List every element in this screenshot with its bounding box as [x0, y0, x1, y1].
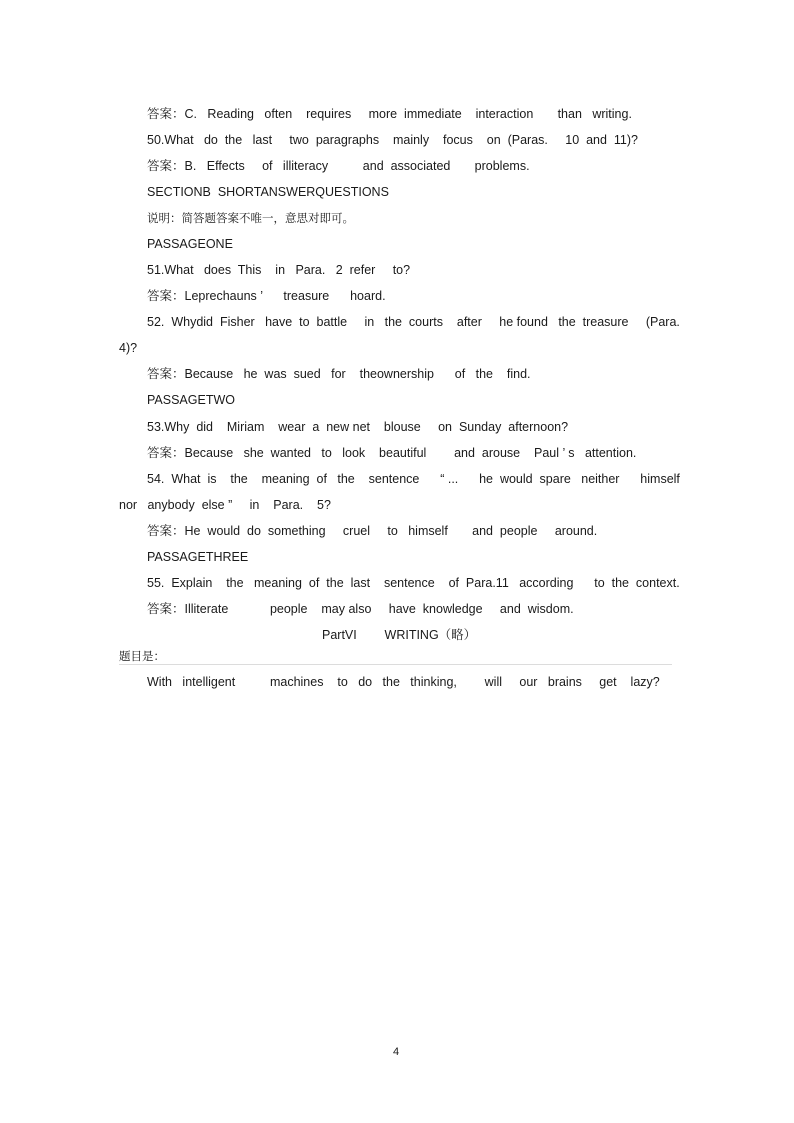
- section-b-heading: SECTIONB SHORTANSWERQUESTIONS: [147, 185, 389, 199]
- writing-topic: With intelligent machines to do the thinking, will our brains get lazy?: [147, 675, 660, 689]
- answer-49: 答案：C. Reading often requires more immediate interaction than writing.: [147, 107, 632, 121]
- topic-label: 题目是：: [119, 649, 165, 663]
- answer-52: 答案：Because he was sued for theownership of the find.: [147, 367, 531, 381]
- answer-51: 答案：Leprechauns ’ treasure hoard.: [147, 289, 386, 303]
- question-55: 55. Explain the meaning of the last sentence of Para.11 according to the context.: [147, 576, 680, 590]
- question-54: 54. What is the meaning of the sentence “ ... he would spare neither himself: [147, 472, 680, 486]
- passage-two-heading: PASSAGETWO: [147, 393, 235, 407]
- divider: [119, 664, 672, 665]
- instruction-note: 说明：简答题答案不唯一，意思对即可。: [147, 211, 354, 225]
- answer-50: 答案：B. Effects of illiteracy and associated problems.: [147, 159, 530, 173]
- question-53: 53.Why did Miriam wear a new net blouse on Sunday afternoon?: [147, 420, 569, 434]
- answer-54: 答案：He would do something cruel to himself and people around.: [147, 524, 598, 538]
- question-52-continued: 4)?: [119, 341, 138, 355]
- part-vi-heading: PartVI WRITING（略）: [322, 628, 477, 642]
- passage-one-heading: PASSAGEONE: [147, 237, 233, 251]
- page-number: 4: [393, 1046, 400, 1058]
- passage-three-heading: PASSAGETHREE: [147, 550, 249, 564]
- question-52: 52. Whydid Fisher have to battle in the courts after he found the treasure (Para.: [147, 315, 680, 329]
- question-54-continued: nor anybody else ” in Para. 5?: [119, 498, 331, 512]
- question-50: 50.What do the last two paragraphs mainly focus on (Paras. 10 and 11)?: [147, 133, 638, 147]
- answer-53: 答案：Because she wanted to look beautiful and arouse Paul ’ s attention.: [147, 446, 637, 460]
- question-51: 51.What does This in Para. 2 refer to?: [147, 263, 411, 277]
- answer-55: 答案：Illiterate people may also have knowledge and wisdom.: [147, 602, 574, 616]
